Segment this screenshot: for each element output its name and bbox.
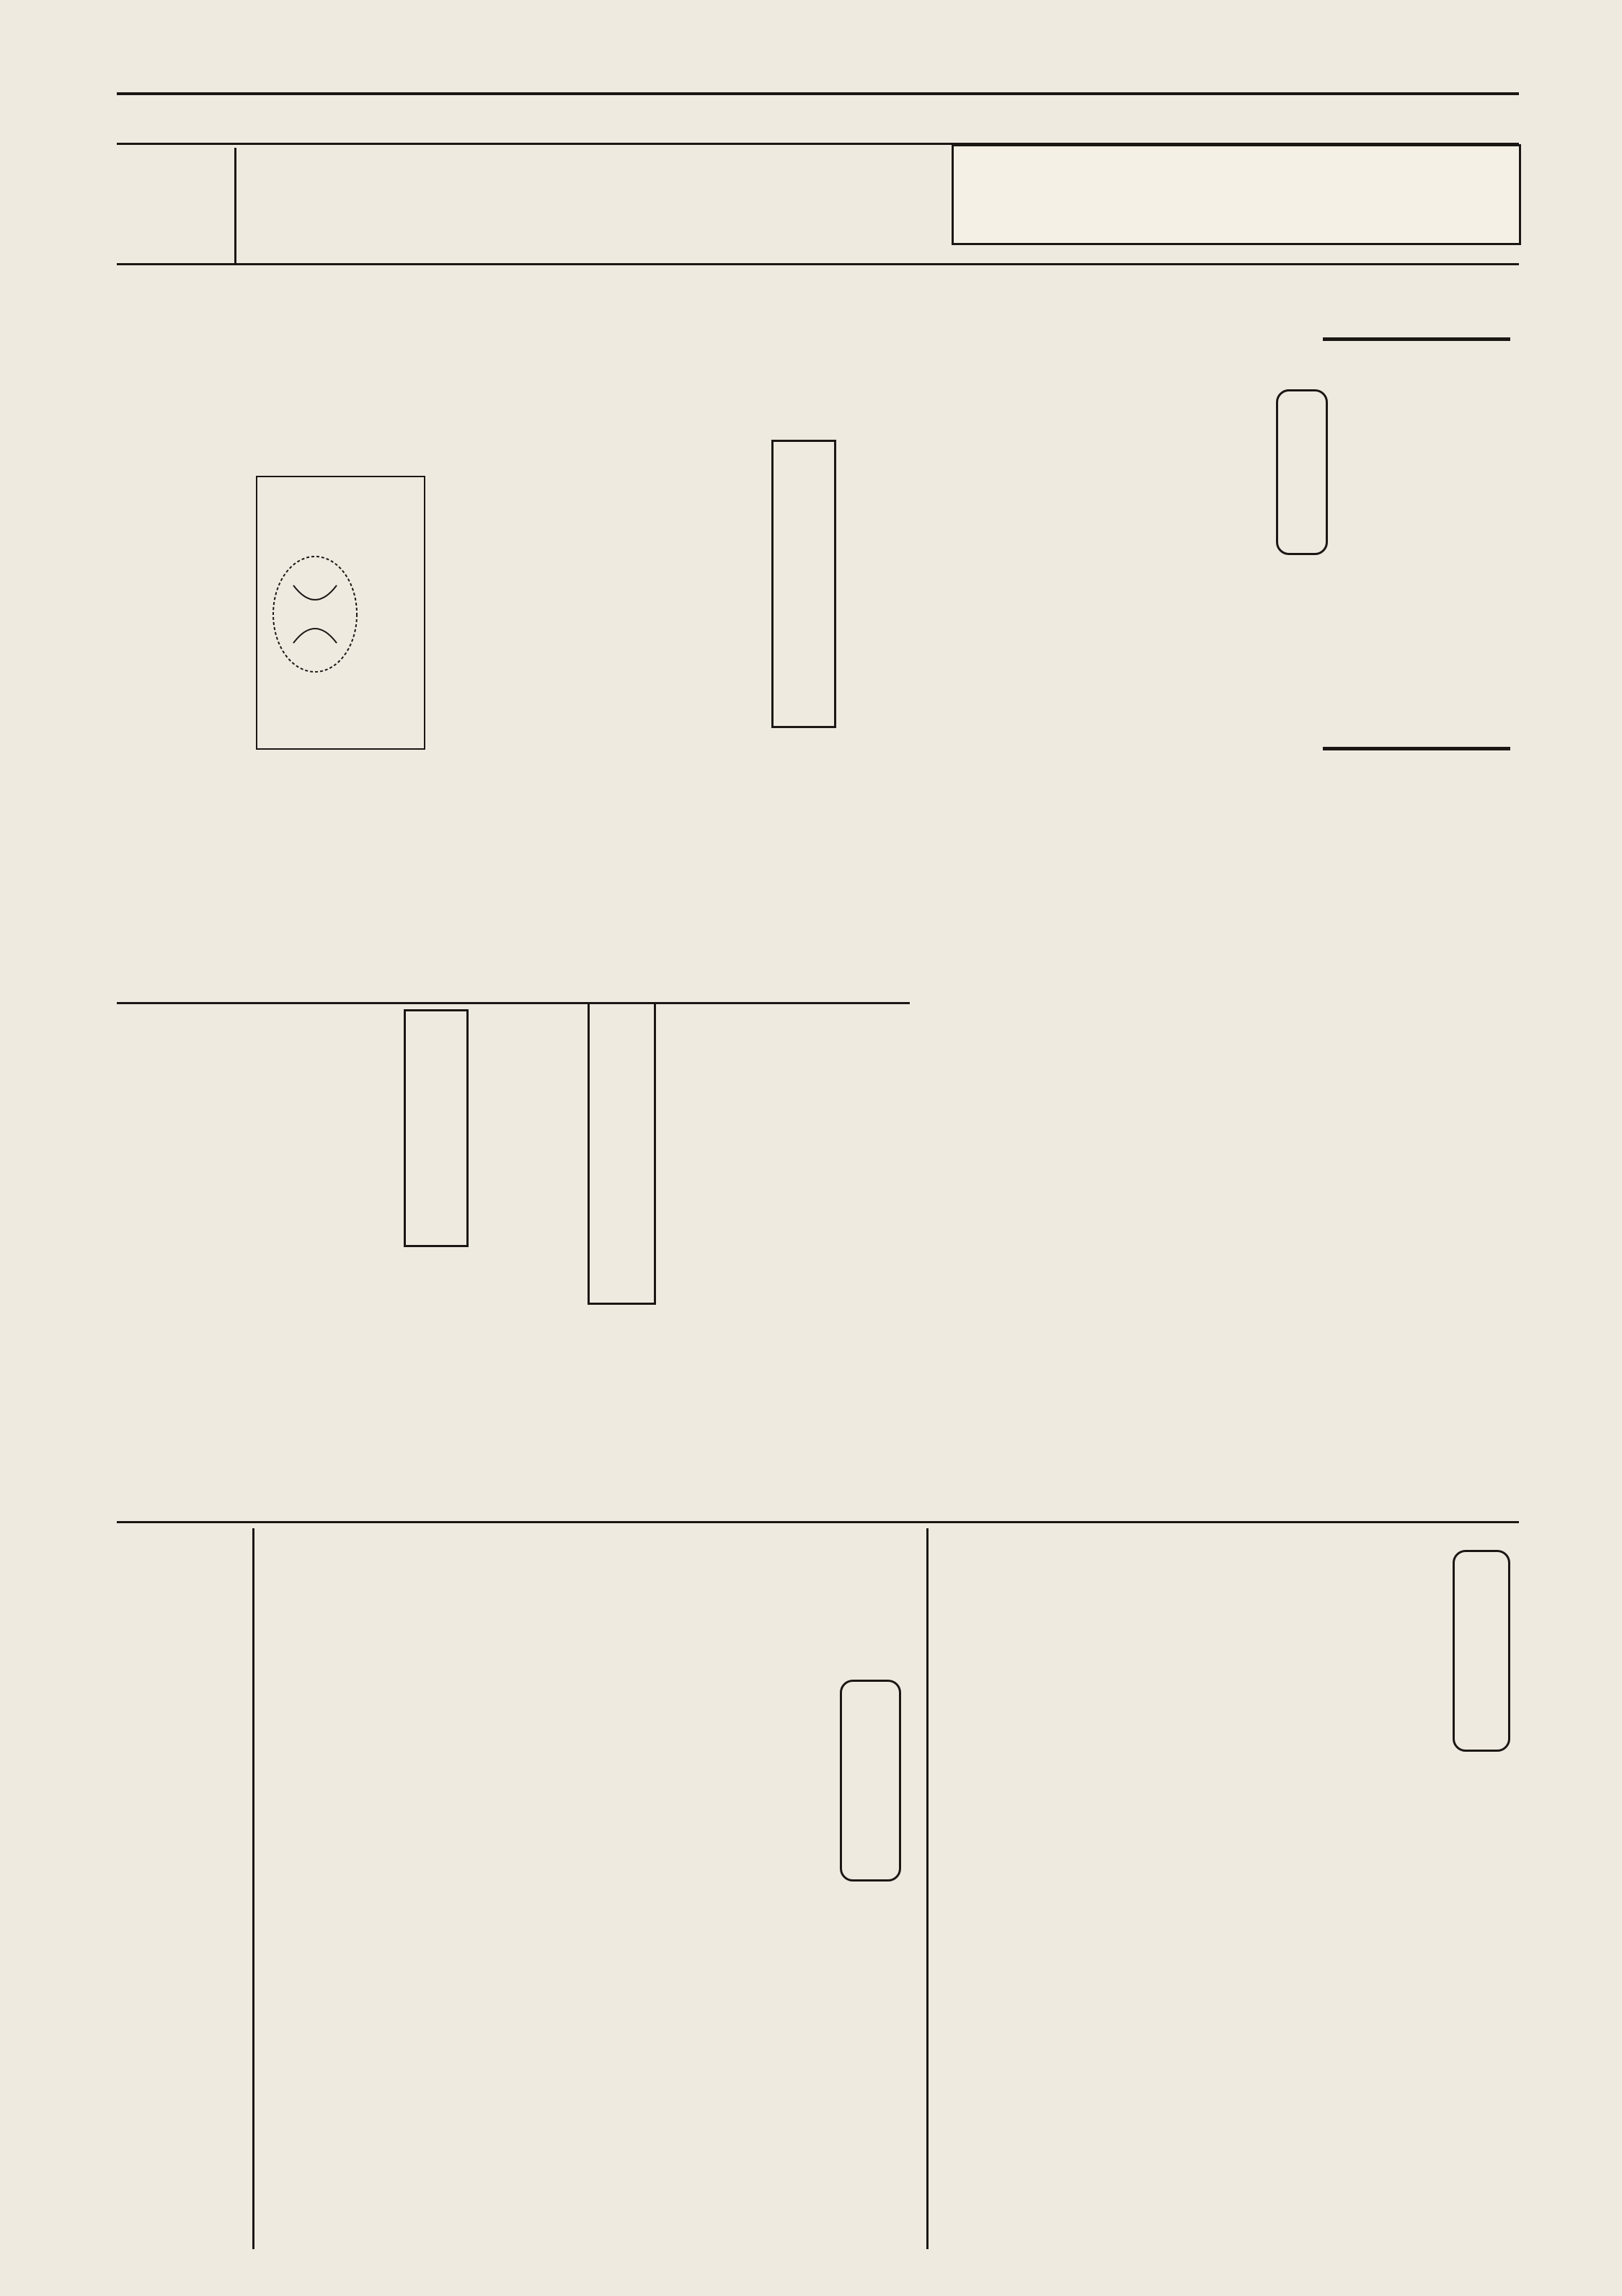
edu-subhead: [469, 1009, 500, 1225]
section-subtitle: [1276, 389, 1328, 555]
tax-body: [119, 1009, 299, 1514]
notice-box: [115, 148, 231, 263]
notes-author: [1456, 1766, 1507, 1845]
figure-ring: [273, 557, 357, 672]
banner-slogan: [962, 149, 1514, 241]
banner-ad: [952, 144, 1521, 245]
masthead: [117, 99, 1519, 137]
temp-headline: [901, 274, 941, 807]
lower-rule: [117, 1521, 1519, 1523]
misc-body: [119, 274, 252, 995]
tax-category: [404, 1009, 469, 1247]
notes-headline: [1409, 1528, 1450, 1831]
figure-frame: [256, 476, 425, 750]
novel-headline: [861, 1528, 902, 1672]
forest-body: [425, 274, 663, 995]
temp-body-a: [847, 274, 901, 995]
notes-category: [1453, 1550, 1510, 1752]
frost-author: [1236, 897, 1272, 970]
section-title-mark-top: [1323, 337, 1510, 341]
forest-category: [771, 440, 836, 728]
edu-author: [505, 1009, 541, 1153]
notes-body: [937, 1528, 1406, 2249]
top-section-rule: [117, 263, 1519, 265]
forest-author: [789, 793, 824, 937]
footer-divider: [252, 1528, 254, 2249]
figure-title: [394, 484, 420, 528]
edu-category: [588, 1002, 656, 1305]
edu-body-lead: [429, 1254, 465, 1514]
lower-divider: [926, 1528, 929, 2249]
masthead-rule: [117, 92, 1519, 95]
notes-serial: [1413, 1845, 1448, 1896]
frost-headline: [1233, 274, 1276, 894]
tax-author: [339, 1168, 368, 1283]
mid-rule-left: [117, 1002, 910, 1004]
edu-body: [660, 1009, 912, 1514]
frost-body: [937, 274, 1229, 995]
forest-headline: [728, 274, 770, 706]
section-title-mark-bottom: [1323, 747, 1510, 750]
notice-divider: [234, 148, 236, 263]
temp-author: [905, 887, 941, 959]
edu-headline: [544, 1006, 585, 1409]
novel-body: [260, 1528, 807, 2249]
editor-note: [126, 1730, 169, 2235]
forest-serial: [732, 721, 766, 779]
novel-author: [815, 1860, 858, 2163]
figure-flow-lines: [293, 585, 337, 643]
banner-ad-text: [663, 151, 952, 260]
figure-caption: [365, 484, 387, 722]
forest-intro: [667, 274, 724, 995]
misc-body-right: [916, 1002, 1514, 1507]
figure-diagram: [265, 542, 365, 686]
tax-subhead: [303, 1009, 337, 1247]
novel-serial: [815, 1745, 849, 1795]
section-title: [1344, 303, 1489, 764]
tax-serial: [364, 1391, 399, 1442]
edu-serial: [548, 1413, 582, 1463]
